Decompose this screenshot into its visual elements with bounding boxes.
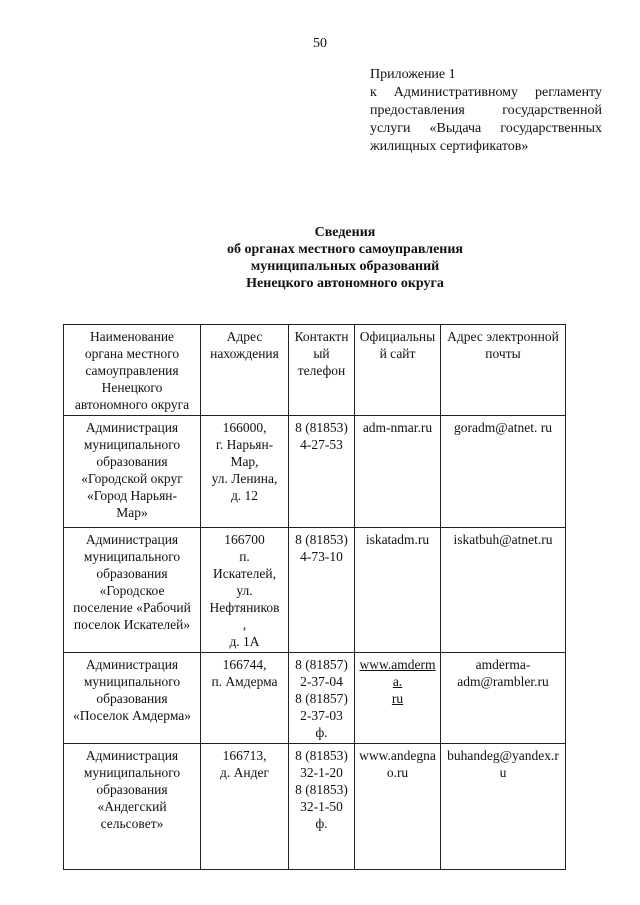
header-phone: Контактн ый телефон (289, 325, 355, 416)
cell-site: adm-nmar.ru (355, 416, 441, 528)
appendix-line: услуги «Выдача государственных (370, 121, 602, 136)
municipal-bodies-table (63, 324, 566, 870)
page-number: 50 (313, 36, 327, 51)
header-site: Официальны й сайт (355, 325, 441, 416)
header-address: Адрес нахождения (201, 325, 289, 416)
cell-email: goradm@atnet. ru (441, 416, 566, 528)
table-row (64, 653, 566, 744)
cell-site-link[interactable] (355, 653, 441, 744)
cell-email: amderma- adm@rambler.ru (441, 653, 566, 744)
cell-name: Администрация муниципального образования «Городской округ «Город Нарьян- Мар» (64, 416, 201, 528)
table-row (64, 416, 566, 528)
header-name: Наименование органа местного самоуправления Ненецкого автономного округа (64, 325, 201, 416)
appendix-line: Приложение 1 (370, 67, 456, 82)
cell-address: 166700 п. Искателей, ул. Нефтяников , д. 1А (201, 528, 289, 653)
site-link[interactable]: www.amderm a. ru (359, 657, 436, 706)
cell-name: Администрация муниципального образования «Андегский сельсовет» (64, 744, 201, 870)
cell-name: Администрация муниципального образования «Городское поселение «Рабочий поселок Искателей» (64, 528, 201, 653)
heading-line: об органах местного самоуправления (226, 242, 463, 257)
table-row (64, 744, 566, 870)
appendix-line: предоставления государственной (370, 103, 602, 118)
appendix-line: к Административному регламенту (370, 85, 602, 100)
cell-phone: 8 (81857) 2-37-04 8 (81857) 2-37-03 ф. (289, 653, 355, 744)
cell-address: 166713, д. Андег (201, 744, 289, 870)
appendix-line: жилищных сертификатов» (370, 139, 529, 154)
cell-site: www.andegna o.ru (355, 744, 441, 870)
cell-phone: 8 (81853) 32-1-20 8 (81853) 32-1-50 ф. (289, 744, 355, 870)
cell-address: 166744, п. Амдерма (201, 653, 289, 744)
table-row (64, 528, 566, 653)
cell-site: iskatadm.ru (355, 528, 441, 653)
cell-phone: 8 (81853) 4-27-53 (289, 416, 355, 528)
cell-email: buhandeg@yandex.r u (441, 744, 566, 870)
heading-line: Ненецкого автономного округа (246, 276, 444, 291)
heading-line: муниципальных образований (250, 259, 440, 274)
heading-line: Сведения (314, 225, 376, 240)
cell-email: iskatbuh@atnet.ru (441, 528, 566, 653)
cell-phone: 8 (81853) 4-73-10 (289, 528, 355, 653)
header-email: Адрес электронной почты (441, 325, 566, 416)
cell-name: Администрация муниципального образования «Поселок Амдерма» (64, 653, 201, 744)
appendix-note (370, 66, 602, 156)
table-header-row (64, 325, 566, 416)
document-heading (0, 224, 640, 292)
cell-address: 166000, г. Нарьян- Мар, ул. Ленина, д. 12 (201, 416, 289, 528)
